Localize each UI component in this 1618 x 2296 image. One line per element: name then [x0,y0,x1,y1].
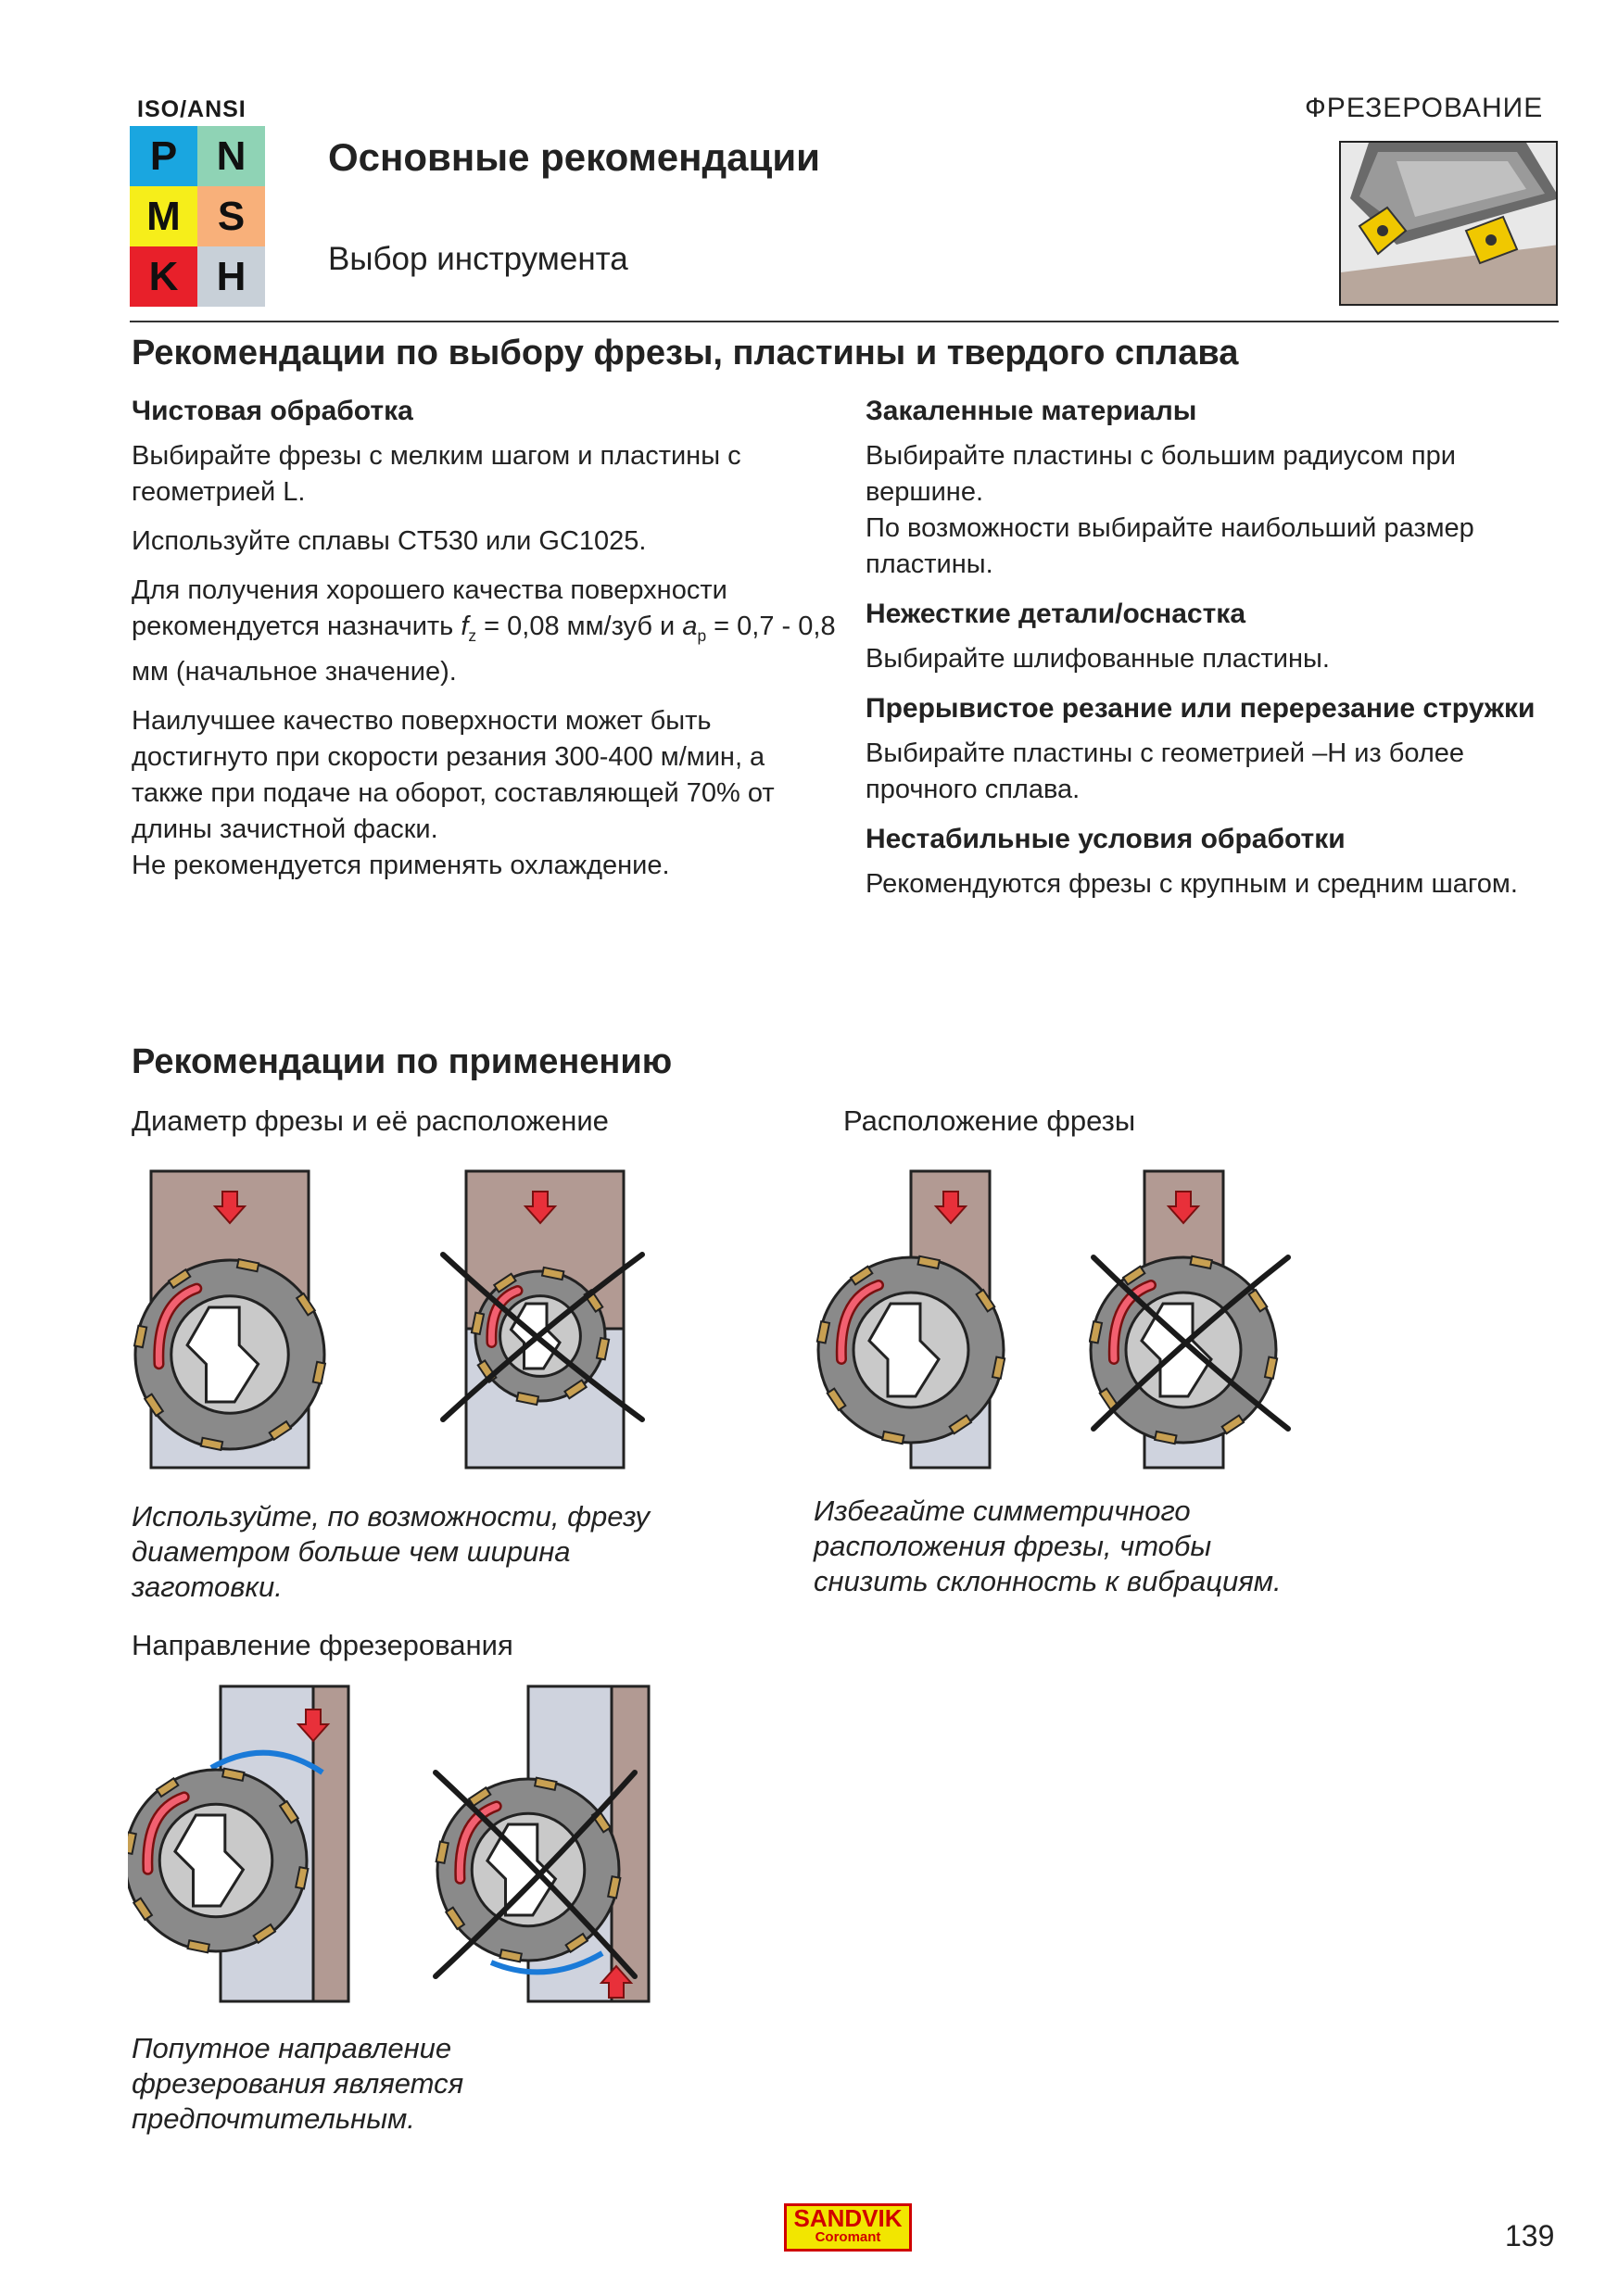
text: Для получения хорошего качества поверхности рекомендуется назначить [132,575,727,641]
section-title-application [132,1042,672,1082]
paragraph: Используйте сплавы CT530 или GC1025. [132,526,647,556]
section-heading: Рекомендации по выбору фрезы, пластины и твердого сплава [132,334,1239,372]
heading-interrupted: Прерывистое резание или перерезание стружки [866,693,1536,724]
iso-material-grid [130,126,265,307]
paragraph: По возможности выбирайте наибольший размер пластины. [866,513,1474,579]
subscript: p [697,625,707,645]
iso-cell-m: M [130,186,197,246]
text: = 0,08 мм/зуб и [476,612,683,641]
milling-cutter-illustration [1339,141,1558,306]
header-divider [130,321,1559,322]
symbol: a [682,612,698,641]
page-subtitle: Выбор инструмента [328,241,628,277]
heading-hardened: Закаленные материалы [866,396,1197,426]
paragraph: Рекомендуются фрезы с крупным и средним шагом. [866,869,1518,899]
label-diameter: Диаметр фрезы и её расположение [132,1104,609,1137]
sandvik-coromant-logo [784,2203,912,2252]
caption-diameter: Используйте, по возможности, фрезу диаметром больше чем ширина заготовки. [132,1500,650,1603]
heading-unstable: Нестабильные условия обработки [866,824,1346,854]
page-title: Основные рекомендации [328,135,820,179]
paragraph: Не рекомендуется применять охлаждение. [132,850,670,880]
caption-position: Избегайте симметричного расположения фрезы, чтобы снизить склонность к вибрациям. [814,1495,1282,1597]
figure-wide-cutter-good [128,1169,341,1484]
symbol: f [461,612,469,641]
heading-nonrigid: Нежесткие детали/оснастка [866,599,1246,629]
text: = 0,7 - 0,8 мм (начальное значение). [132,612,836,687]
heading-finishing: Чистовая обработка [132,396,413,426]
iso-ansi-label: ISO/ANSI [137,96,246,122]
paragraph: Выбирайте пластины с большим радиусом при вершине. [866,441,1456,507]
paragraph: Наилучшее качество поверхности может быть достигнуто при скорости резания 300-400 м/мин, а также при подаче на оборот, составляющей 70% от длины зачистной фаски. [132,705,775,844]
paragraph: Выбирайте фрезы с мелким шагом и пластины с геометрией L. [132,441,741,507]
label-position: Расположение фрезы [843,1104,1136,1137]
page-number: 139 [1505,2219,1555,2252]
figure-narrow-cutter-bad [434,1169,675,1484]
iso-cell-p: P [130,126,197,186]
caption-direction: Попутное направление фрезерования является предпочтительным. [132,2032,464,2135]
iso-cell-s: S [197,186,265,246]
iso-cell-k: K [130,246,197,307]
figure-symmetric-cutter-bad [1089,1169,1311,1484]
figure-conventional-milling-bad [426,1684,667,2018]
section-title-selection [132,334,1238,373]
subscript: z [468,625,477,645]
right-column [866,393,1570,915]
section-label: ФРЕЗЕРОВАНИЕ [1305,93,1544,123]
figure-climb-milling-good [128,1684,369,2018]
left-column [132,393,836,897]
paragraph: Выбирайте пластины с геометрией –H из более прочного сплава. [866,738,1465,804]
section-heading: Рекомендации по применению [132,1042,673,1081]
iso-cell-h: H [197,246,265,307]
paragraph: Выбирайте шлифованные пластины. [866,644,1330,674]
paragraph-formula [132,573,836,690]
iso-cell-n: N [197,126,265,186]
figure-offset-cutter-good [814,1169,1018,1484]
logo-bottom: Coromant [815,2229,881,2245]
logo-top: SANDVIK [793,2204,903,2232]
label-direction: Направление фрезерования [132,1629,513,1661]
